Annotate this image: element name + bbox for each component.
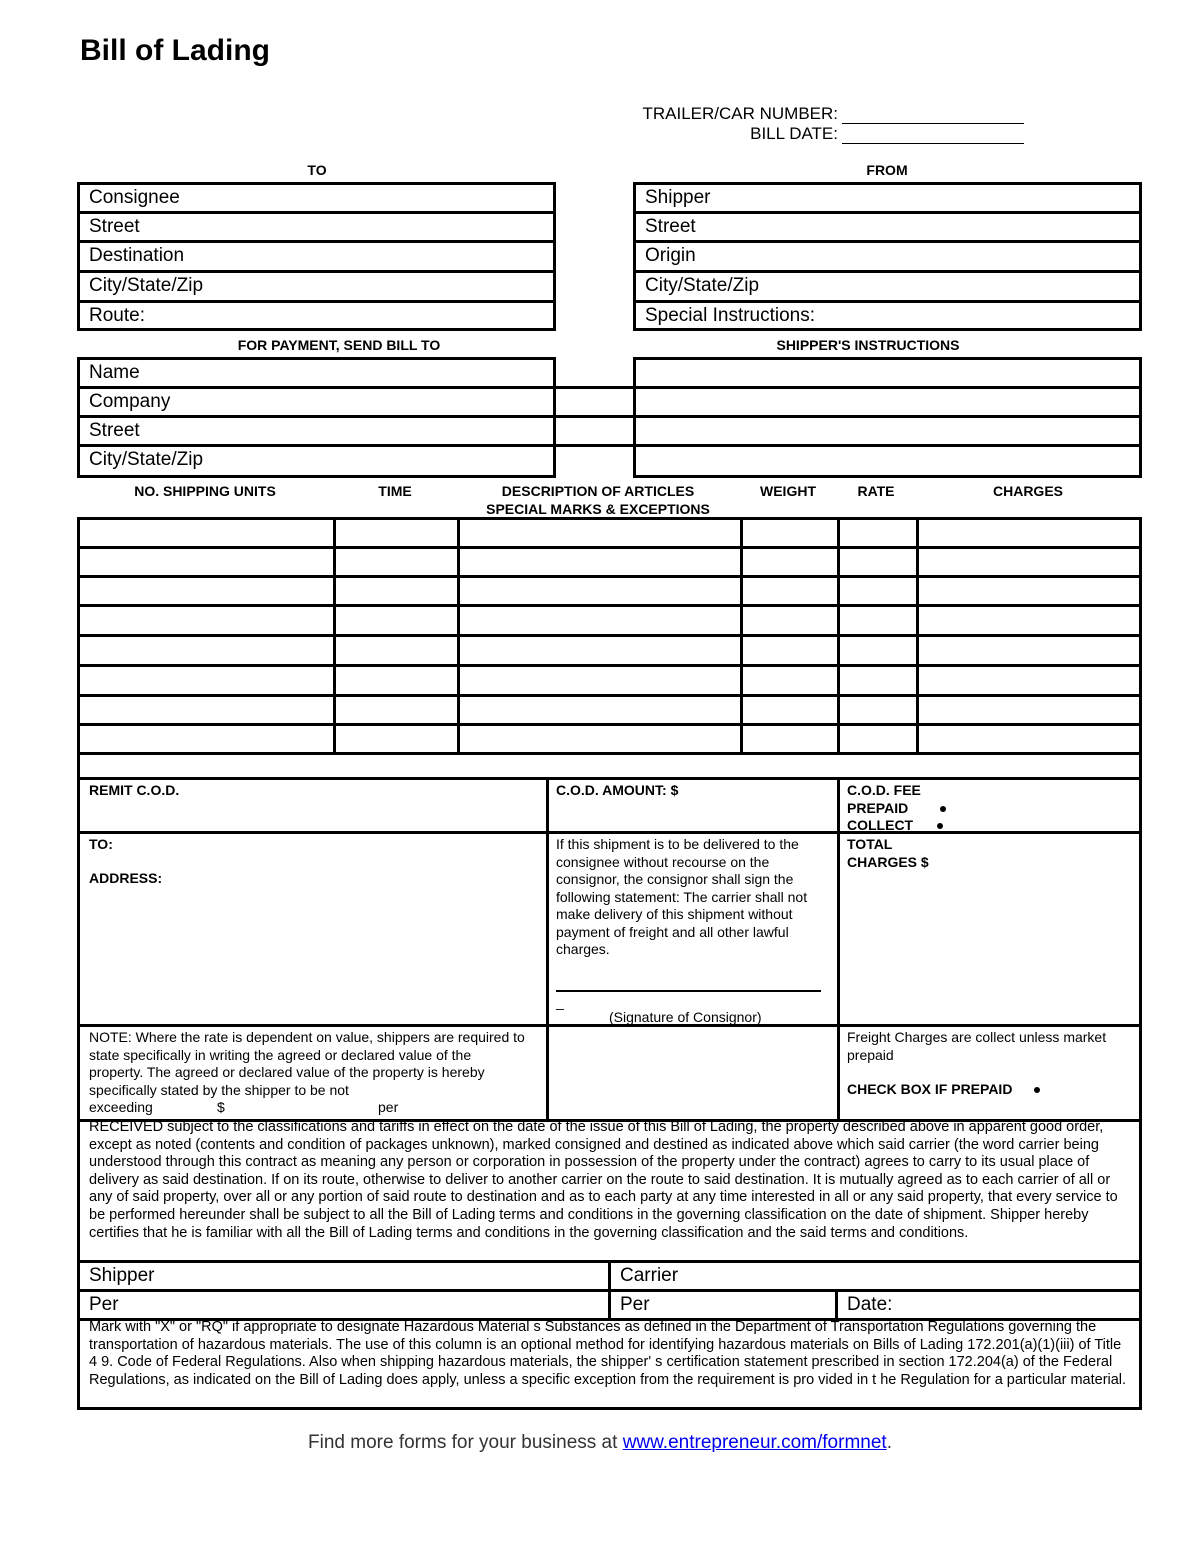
payment-header: FOR PAYMENT, SEND BILL TO bbox=[237, 337, 441, 353]
table-row-divider bbox=[80, 575, 1139, 578]
cod-amount-label[interactable]: C.O.D. AMOUNT: $ bbox=[556, 782, 679, 798]
page-title: Bill of Lading bbox=[80, 34, 270, 67]
hazmat-text: Mark with "X" or "RQ" if appropriate to designate Hazardous Material s Substances as defined in the Department of Transportation Regulations governing the transportation of hazardous materials. The use of this column is an optional method for identifying hazardous materials on Bills of Lading 172.201(a)(1)(iii) of Title 4 9. Code of Federal Regulations. Also when shipping hazardous materials, the shipper' s certification statement prescribed in section 172.204(a) of the Federal Regulations, as indicated on the Bill of Lading does apply, unless a specific exception from the requirement is pro vided in t he Regulation for a particular material. bbox=[89, 1319, 1127, 1388]
to-city-field[interactable]: City/State/Zip bbox=[80, 273, 553, 303]
bill-date-label: BILL DATE: bbox=[750, 124, 838, 143]
consignor-signature-label: (Signature of Consignor) bbox=[609, 1009, 762, 1025]
from-shipper-field[interactable]: Shipper bbox=[636, 185, 1139, 214]
to-destination-field[interactable]: Destination bbox=[80, 243, 553, 273]
cod-address-label[interactable]: ADDRESS: bbox=[89, 870, 163, 886]
to-street-field[interactable]: Street bbox=[80, 214, 553, 243]
prepaid-label: PREPAID bbox=[847, 799, 909, 816]
to-header: TO bbox=[307, 162, 327, 178]
bill-date-line bbox=[842, 128, 1024, 144]
check-box-prepaid[interactable] bbox=[847, 1081, 1040, 1099]
shipper-signature-field[interactable]: Shipper bbox=[89, 1265, 155, 1286]
col-header-special: SPECIAL MARKS & EXCEPTIONS bbox=[486, 501, 710, 517]
payment-city-field[interactable]: City/State/Zip bbox=[89, 449, 204, 470]
from-special-instructions-field[interactable]: Special Instructions: bbox=[645, 305, 816, 326]
from-origin-field[interactable]: Origin bbox=[636, 243, 1139, 273]
carrier-per-field[interactable]: Per bbox=[620, 1294, 650, 1315]
col-header-time: TIME bbox=[378, 483, 412, 499]
trailer-number-field[interactable] bbox=[642, 104, 1024, 124]
col-header-rate: RATE bbox=[857, 483, 895, 499]
connector-line bbox=[556, 415, 633, 418]
to-route-field[interactable]: Route: bbox=[89, 305, 145, 326]
hazmat-block bbox=[77, 1318, 1142, 1410]
prepaid-option[interactable] bbox=[847, 800, 1137, 818]
exceeding-row bbox=[89, 1099, 529, 1117]
shipper-per-field[interactable]: Per bbox=[89, 1294, 119, 1315]
payment-street-field[interactable]: Street bbox=[80, 418, 553, 447]
collect-option[interactable] bbox=[847, 817, 1137, 835]
shipper-instructions-line[interactable] bbox=[636, 389, 1139, 418]
to-consignee-field[interactable]: Consignee bbox=[80, 185, 553, 214]
trailer-number-line bbox=[842, 108, 1024, 124]
prepaid-checkbox-icon[interactable] bbox=[940, 806, 946, 812]
cod-to-label[interactable]: TO: bbox=[89, 836, 113, 852]
articles-table bbox=[77, 517, 1142, 755]
from-header: FROM bbox=[866, 162, 908, 178]
table-row-divider bbox=[80, 546, 1139, 549]
shipper-instructions-header: SHIPPER'S INSTRUCTIONS bbox=[776, 337, 960, 353]
trailer-number-label: TRAILER/CAR NUMBER: bbox=[642, 104, 838, 123]
bill-date-field[interactable] bbox=[750, 124, 1024, 144]
consignor-statement: If this shipment is to be delivered to the consignee without recourse on the consignor, the consignor shall sign the following statement: The carrier shall not make delivery of this shipment without payment of freight and all other lawful charges. bbox=[556, 836, 808, 957]
total-charges-block[interactable] bbox=[847, 836, 929, 871]
footer-period: . bbox=[886, 1432, 892, 1453]
received-block bbox=[77, 1119, 1142, 1263]
payment-company-field[interactable]: Company bbox=[80, 389, 553, 418]
cod-fee-label: C.O.D. FEE bbox=[847, 782, 921, 798]
from-street-field[interactable]: Street bbox=[636, 214, 1139, 243]
cod-fee-block bbox=[847, 782, 1137, 835]
collect-label: COLLECT bbox=[847, 817, 914, 833]
cod-section bbox=[77, 777, 1142, 1122]
shipper-instructions-line[interactable] bbox=[636, 360, 1139, 389]
signatures-block bbox=[77, 1260, 1142, 1321]
col-header-units: NO. SHIPPING UNITS bbox=[134, 483, 276, 499]
col-header-weight: WEIGHT bbox=[760, 483, 816, 499]
separator-row bbox=[77, 752, 1142, 780]
received-text: RECEIVED subject to the classifications and tariffs in effect on the date of the issue of this Bill of Lading, the property described above in apparent good order, except as noted (contents and condition of packages unknown), marked consigned and destined as indicated above which said carrier (the word carrier being understood through this contract as meaning any person or corporation in possession of the property under the contract) agrees to carry to its usual place of delivery as said destination. If on its route, otherwise to deliver to another carrier on the route to said destination. It is mutually agreed as to each carrier of all or any of said property, over all or any portion of said route to destination and as to each party at any time interested in all or any said property, that every service to be performed hereunder shall be subject to all the Bill of Lading terms and conditions in the governing classification on the date of shipment. Shipper hereby certifies that he is familiar with all the Bill of Lading terms and conditions in the governing classification and the said terms and conditions. bbox=[89, 1119, 1118, 1241]
footer bbox=[0, 1432, 1200, 1454]
table-row-divider bbox=[80, 634, 1139, 637]
to-box bbox=[77, 182, 556, 331]
signature-dash: _ bbox=[556, 994, 564, 1010]
col-header-description: DESCRIPTION OF ARTICLES bbox=[501, 483, 695, 499]
carrier-signature-field[interactable]: Carrier bbox=[620, 1265, 679, 1286]
consignor-signature-line[interactable] bbox=[556, 990, 821, 992]
payment-box bbox=[77, 357, 556, 478]
connector-line bbox=[556, 386, 633, 389]
note-text: NOTE: Where the rate is dependent on value, shippers are required to state specifically in writing the agreed or declared value of the property. The agreed or declared value of the property is hereby specifically stated by the shipper to be not bbox=[89, 1029, 525, 1098]
total-charges-label: CHARGES $ bbox=[847, 853, 929, 870]
footer-link[interactable]: www.entrepreneur.com/formnet bbox=[622, 1432, 887, 1453]
table-row-divider bbox=[80, 723, 1139, 726]
date-field[interactable]: Date: bbox=[847, 1294, 893, 1315]
payment-name-field[interactable]: Name bbox=[80, 360, 553, 389]
freight-note: Freight Charges are collect unless market prepaid bbox=[847, 1029, 1107, 1063]
shipper-instructions-box bbox=[633, 357, 1142, 478]
exceeding-per[interactable]: per bbox=[378, 1099, 399, 1115]
table-row-divider bbox=[80, 694, 1139, 697]
col-header-charges: CHARGES bbox=[992, 483, 1063, 499]
remit-cod-label[interactable]: REMIT C.O.D. bbox=[89, 782, 180, 798]
exceeding-dollar[interactable]: $ bbox=[217, 1099, 225, 1115]
table-row-divider bbox=[80, 664, 1139, 667]
shipper-instructions-line[interactable] bbox=[636, 418, 1139, 447]
note-block bbox=[89, 1029, 529, 1117]
total-label: TOTAL bbox=[847, 836, 893, 852]
shipper-instructions-line[interactable] bbox=[636, 447, 1139, 475]
footer-text: Find more forms for your business at bbox=[308, 1432, 623, 1453]
table-row-divider bbox=[80, 604, 1139, 607]
prepaid-box-icon[interactable] bbox=[1034, 1087, 1040, 1093]
connector-line bbox=[556, 444, 633, 447]
check-box-prepaid-label: CHECK BOX IF PREPAID bbox=[847, 1081, 1013, 1097]
from-city-field[interactable]: City/State/Zip bbox=[636, 273, 1139, 303]
exceeding-label: exceeding bbox=[89, 1099, 153, 1115]
collect-checkbox-icon[interactable] bbox=[937, 823, 943, 829]
from-box bbox=[633, 182, 1142, 331]
